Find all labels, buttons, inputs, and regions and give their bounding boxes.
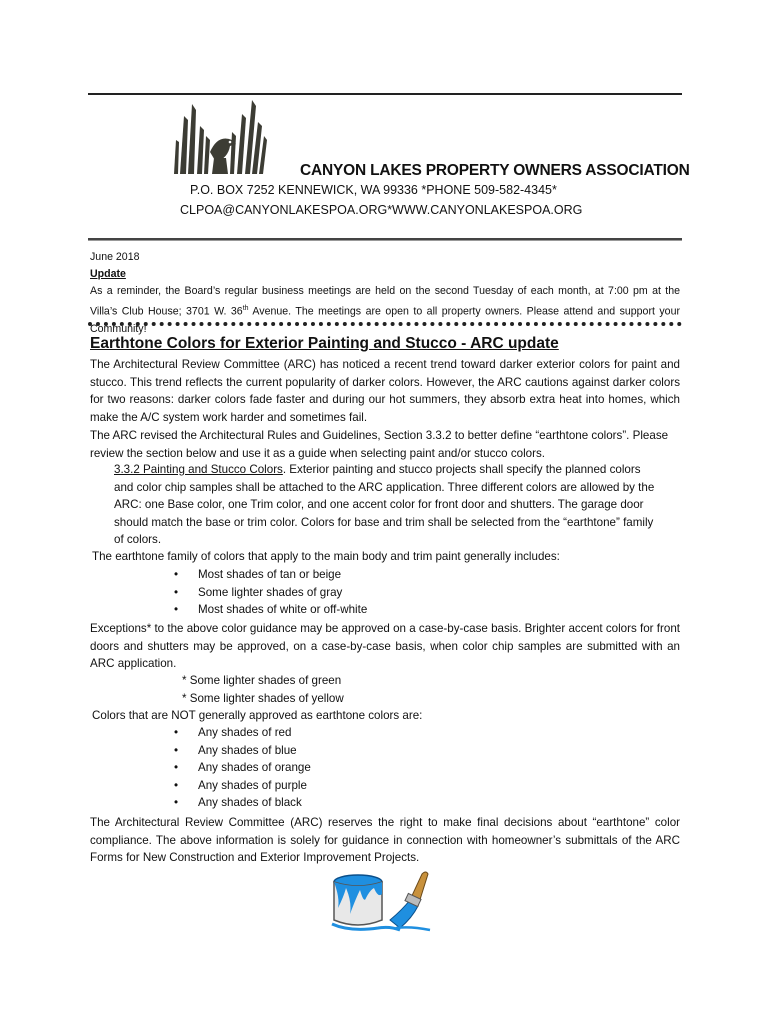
list-item: • Most shades of tan or beige bbox=[174, 568, 342, 581]
rule-title: 3.3.2 Painting and Stucco Colors bbox=[114, 463, 283, 476]
section-heading: Earthtone Colors for Exterior Painting and Stucco - ARC update bbox=[90, 335, 559, 352]
header-divider bbox=[88, 238, 682, 241]
list-item: • Any shades of purple bbox=[174, 778, 307, 792]
list-item: * Some lighter shades of green bbox=[182, 674, 342, 687]
list-item: * Some lighter shades of yellow bbox=[182, 691, 344, 705]
intro-paragraph: The Architectural Review Committee (ARC) has noticed a recent trend toward darker exterior colors for paint and stucco. This trend reflects the current popularity of darker colors. However, the ARC cautions against darker colors for two reasons: darker colors fade faster and during our hot summers, they absorb extra heat into homes, which make the A/C system work harder and sometimes fail. bbox=[90, 358, 680, 424]
top-rule bbox=[88, 93, 682, 95]
paint-can-brush-icon bbox=[330, 868, 436, 934]
dotted-divider bbox=[88, 322, 682, 326]
list-item: • Most shades of white or off-white bbox=[174, 603, 368, 617]
list-item: • Some lighter shades of gray bbox=[174, 585, 343, 599]
list-item: • Any shades of blue bbox=[174, 743, 297, 757]
organization-name: CANYON LAKES PROPERTY OWNERS ASSOCIATION bbox=[300, 162, 690, 179]
address-line: P.O. BOX 7252 KENNEWICK, WA 99336 *PHONE 509-582-4345* bbox=[190, 183, 557, 197]
not-approved-intro: Colors that are NOT generally approved as earthtone colors are: bbox=[92, 709, 423, 722]
exception-list bbox=[182, 672, 344, 707]
earthtone-family-list bbox=[172, 566, 367, 619]
exceptions-paragraph: Exceptions* to the above color guidance may be approved on a case-by-case basis. Brighter accent colors for front doors and shutters may be approved, on a case-by-case basis, when color chip samples are submitted with an ARC application. bbox=[90, 622, 680, 671]
update-paragraph: As a reminder, the Board’s regular business meetings are held on the second Tuesday of each month, at 7:00 pm at the Villa’s Club House; 3701 W. 36th Avenue. The meetings are open to all property owners. Please attend and support your Community! bbox=[90, 285, 680, 335]
not-approved-list bbox=[172, 724, 311, 812]
closing-paragraph: The Architectural Review Committee (ARC) reserves the right to make final decisions about “earthtone” color compliance. The above information is solely for guidance in connection with homeowner’s submittals of the ARC Forms for New Construction and Exterior Improvement Projects. bbox=[90, 816, 680, 865]
revision-paragraph: The ARC revised the Architectural Rules and Guidelines, Section 3.3.2 to better define “earthtone colors”. Please review the section below and use it as a guide when selecting paint and/or stucco colors. bbox=[90, 429, 669, 460]
earthtone-family-intro: The earthtone family of colors that apply to the main body and trim paint generally includes: bbox=[92, 550, 560, 563]
list-item: • Any shades of black bbox=[174, 796, 302, 810]
association-logo bbox=[170, 96, 270, 176]
update-heading: Update bbox=[90, 268, 126, 280]
list-item: • Any shades of orange bbox=[174, 761, 311, 775]
newsletter-date: June 2018 bbox=[90, 251, 140, 263]
list-item: • Any shades of red bbox=[174, 726, 292, 739]
rule-paragraph: 3.3.2 Painting and Stucco Colors. Exterior painting and stucco projects shall specify the planned colors and color chip samples shall be attached to the ARC application. Three different colors are allowed by the ARC: one Base color, one Trim color, and one accent color for front door and shutters. The garage door should match the base or trim color. Colors for base and trim shall be selected from the “earthtone” family of colors. bbox=[114, 463, 655, 547]
contact-line: CLPOA@CANYONLAKESPOA.ORG*WWW.CANYONLAKESPOA.ORG bbox=[180, 203, 583, 217]
